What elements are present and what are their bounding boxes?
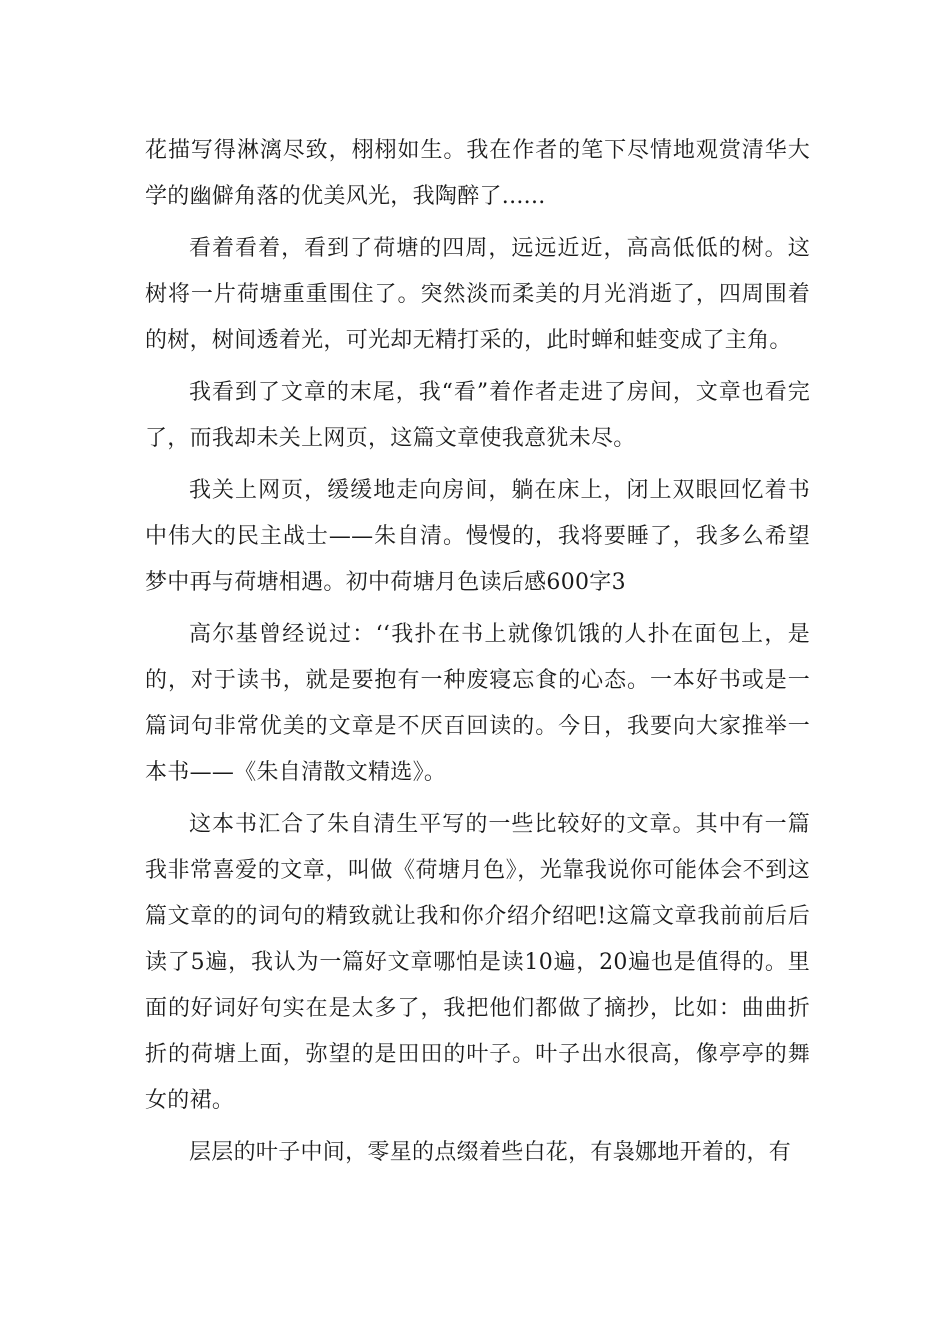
article-body bbox=[145, 128, 810, 1182]
paragraph-2: 看着看着，看到了荷塘的四周，远远近近，高高低低的树。这树将一片荷塘重重围住了。突然淡而柔美的月光消逝了，四周围着的树，树间透着光，可光却无精打采的，此时蝉和蛙变成了主角。 bbox=[145, 236, 810, 353]
paragraph-4: 我关上网页，缓缓地走向房间，躺在床上，闭上双眼回忆着书中伟大的民主战士——朱自清。慢慢的，我将要睡了，我多么希望梦中再与荷塘相遇。初中荷塘月色读后感600字3 bbox=[145, 478, 810, 595]
paragraph-6: 这本书汇合了朱自清生平写的一些比较好的文章。其中有一篇我非常喜爱的文章，叫做《荷塘月色》，光靠我说你可能体会不到这篇文章的的词句的精致就让我和你介绍介绍吧!这篇文章我前前后后读了5遍，我认为一篇好文章哪怕是读10遍，20遍也是值得的。里面的好词好句实在是太多了，我把他们都做了摘抄，比如：曲曲折折的荷塘上面，弥望的是田田的叶子。叶子出水很高，像亭亭的舞女的裙。 bbox=[145, 812, 810, 1113]
paragraph-7: 层层的叶子中间，零星的点缀着些白花，有袅娜地开着的，有 bbox=[189, 1140, 792, 1165]
paragraph-1: 花描写得淋漓尽致，栩栩如生。我在作者的笔下尽情地观赏清华大学的幽僻角落的优美风光，我陶醉了...... bbox=[145, 138, 810, 209]
paragraph-3: 我看到了文章的末尾，我“看”着作者走进了房间，文章也看完了，而我却未关上网页，这篇文章使我意犹未尽。 bbox=[145, 380, 810, 451]
paragraph-5: 高尔基曾经说过：‘‘我扑在书上就像饥饿的人扑在面包上，是的，对于读书，就是要抱有一种废寝忘食的心态。一本好书或是一篇词句非常优美的文章是不厌百回读的。今日，我要向大家推举一本书——《朱自清散文精选》。 bbox=[145, 622, 810, 785]
